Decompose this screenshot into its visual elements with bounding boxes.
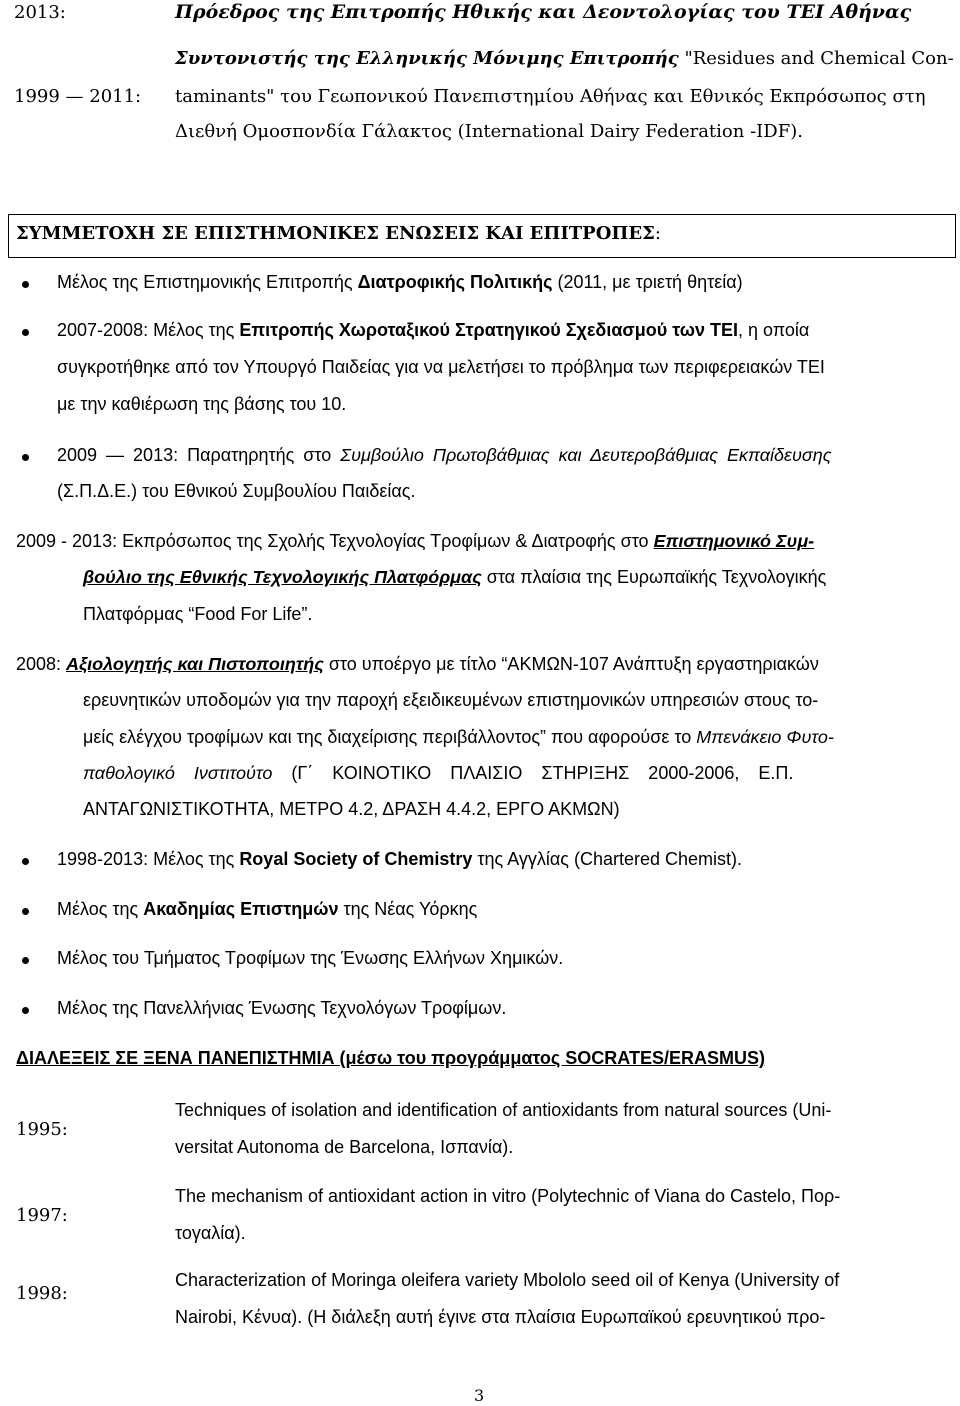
para-bold-italic: Αξιολογητής και Πιστοποιητής <box>66 654 324 674</box>
section-heading-memberships <box>16 223 661 244</box>
item-bold: Διατροφικής Πολιτικής <box>357 272 553 292</box>
list-item-diet-policy <box>57 272 743 293</box>
para-2009-l2 <box>83 567 826 588</box>
para-text: (Γ΄ ΚΟΙΝΟΤΙΚΟ ΠΛΑΙΣΙΟ ΣΤΗΡΙΞΗΣ 2000-2006, Ε.Π. <box>272 763 794 783</box>
para-2008-l5: ΑΝΤΑΓΩΝΙΣΤΙΚΟΤΗΤΑ, ΜΕΤΡΟ 4.2, ΔΡΑΣΗ 4.4.2, ΕΡΓΟ ΑΚΜΩΝ) <box>83 799 620 819</box>
para-bold-italic: Επιστημονικό Συμ- <box>653 531 815 551</box>
page-number: 3 <box>474 1386 485 1405</box>
para-2008-l2: ερευνητικών υποδομών για την παροχή εξειδικευμένων επιστημονικών υπηρεσιών στους το- <box>83 690 819 710</box>
item-text-post: (2011, με τριετή θητεία) <box>552 272 743 292</box>
para-2008-l4 <box>83 763 793 784</box>
item-text-post: της Αγγλίας (Chartered Chemist). <box>472 849 743 869</box>
list-item-tei-committee-l1 <box>57 320 809 341</box>
lecture-year-1995: 1995: <box>16 1119 68 1140</box>
para-text: μείς ελέγχου τροφίμων και της διαχείρισης περιβάλλοντος” που αφορούσε το <box>83 727 697 747</box>
year-1999-2011: 1999 — 2011: <box>14 86 142 107</box>
item-bold: Επιτροπής Χωροταξικού Στρατηγικού Σχεδιασμού των ΤΕΙ <box>239 320 738 340</box>
item-text: Μέλος της <box>57 899 144 919</box>
item-text-post: της Νέας Υόρκης <box>338 899 478 919</box>
role-1999-line3: Διεθνή Ομοσπονδία Γάλακτος (International Dairy Federation -IDF). <box>175 121 803 142</box>
section-heading-text: ΣΥΜΜΕΤΟΧΗ ΣΕ ΕΠΙΣΤΗΜΟΝΙΚΕΣ ΕΝΩΣΕΙΣ ΚΑΙ ΕΠΙΤΡΟΠΕΣ <box>16 223 655 244</box>
membership-nyas <box>57 899 477 920</box>
lecture-1998-l2: Nairobi, Κένυα). (Η διάλεξη αυτή έγινε στα πλαίσια Ευρωπαϊκού ερευνητικού προ- <box>175 1307 826 1327</box>
para-year: 2008: <box>16 654 67 674</box>
para-italic: παθολογικό Ινστιτούτο <box>83 763 273 783</box>
bullet-dot <box>22 329 29 336</box>
para-2009-l1 <box>16 531 814 552</box>
item-text-post: , η οποία <box>737 320 810 340</box>
para-2008-l3 <box>83 727 834 748</box>
lecture-year-1997: 1997: <box>16 1205 68 1226</box>
role-1999-bold: Συντονιστής της Ελληνικής Μόνιμης Επιτροπής <box>175 48 679 69</box>
item-text: 1998-2013: Μέλος της <box>57 849 240 869</box>
year-2013: 2013: <box>14 2 66 23</box>
list-item-observer-l2: (Σ.Π.Δ.Ε.) του Εθνικού Συμβουλίου Παιδείας. <box>57 481 416 501</box>
para-text: στο υποέργο με τίτλο “ΑΚΜΩΝ-107 Ανάπτυξη εργαστηριακών <box>323 654 819 674</box>
bullet-dot <box>22 1007 29 1014</box>
para-2008-l1 <box>16 654 819 675</box>
bullet-dot <box>22 281 29 288</box>
lecture-year-1998: 1998: <box>16 1283 68 1304</box>
role-1999-line1 <box>175 48 954 69</box>
lecture-1997-l1: The mechanism of antioxidant action in vitro (Polytechnic of Viana do Castelo, Πορ- <box>175 1186 841 1206</box>
section-heading-lectures: ΔΙΑΛΕΞΕΙΣ ΣΕ ΞΕΝΑ ΠΑΝΕΠΙΣΤΗΜΙΑ (μέσω του προγράμματος SOCRATES/ERASMUS) <box>16 1048 765 1068</box>
lecture-1995-l2: versitat Autonoma de Barcelona, Ισπανία). <box>175 1137 514 1157</box>
membership-rsc <box>57 849 742 870</box>
item-text: Μέλος της Επιστημονικής Επιτροπής <box>57 272 358 292</box>
list-item-tei-committee-l2: συγκροτήθηκε από τον Υπουργό Παιδείας για να μελετήσει το πρόβλημα των περιφερειακών ΤΕΙ <box>57 357 825 377</box>
para-bold-italic: βούλιο της Εθνικής Τεχνολογικής Πλατφόρμας <box>83 567 482 587</box>
bullet-dot <box>22 454 29 461</box>
role-1999-rest: "Residues and Chemical Con- <box>678 48 954 69</box>
role-2013: Πρόεδρος της Επιτροπής Ηθικής και Δεοντολογίας του ΤΕΙ Αθήνας <box>175 1 912 23</box>
item-text: 2009 — 2013: Παρατηρητής στο <box>57 445 341 465</box>
para-italic: Μπενάκειο Φυτο- <box>696 727 834 747</box>
item-bold: Ακαδημίας Επιστημών <box>143 899 339 919</box>
para-2009-l3: Πλατφόρμας “Food For Life”. <box>83 604 313 624</box>
membership-food-tech: Μέλος της Πανελλήνιας Ένωσης Τεχνολόγων Τροφίμων. <box>57 998 507 1018</box>
lecture-1997-l2: τογαλία). <box>175 1223 246 1243</box>
para-text: 2009 - 2013: Εκπρόσωπος της Σχολής Τεχνολογίας Τροφίμων & Διατροφής στο <box>16 531 654 551</box>
role-1999-line2: taminants" του Γεωπονικού Πανεπιστημίου Αθήνας και Εθνικός Εκπρόσωπος στη <box>175 86 926 107</box>
list-item-observer-l1 <box>57 445 831 466</box>
item-text: 2007-2008: Μέλος της <box>57 320 240 340</box>
list-item-tei-committee-l3: με την καθιέρωση της βάσης του 10. <box>57 394 347 414</box>
lecture-1995-l1: Techniques of isolation and identification of antioxidants from natural sources (Uni- <box>175 1100 832 1120</box>
item-bold: Royal Society of Chemistry <box>239 849 473 869</box>
membership-chemists: Μέλος του Τμήματος Τροφίμων της Ένωσης Ελλήνων Χημικών. <box>57 948 564 968</box>
bullet-dot <box>22 858 29 865</box>
bullet-dot <box>22 908 29 915</box>
bullet-dot <box>22 957 29 964</box>
lecture-1998-l1: Characterization of Moringa oleifera variety Mbololo seed oil of Kenya (University of <box>175 1270 840 1290</box>
para-text: στα πλαίσια της Ευρωπαϊκής Τεχνολογικής <box>481 567 827 587</box>
section-heading-colon: : <box>654 223 661 244</box>
item-italic: Συμβούλιο Πρωτοβάθμιας και Δευτεροβάθμιας Εκπαίδευσης <box>340 445 832 465</box>
